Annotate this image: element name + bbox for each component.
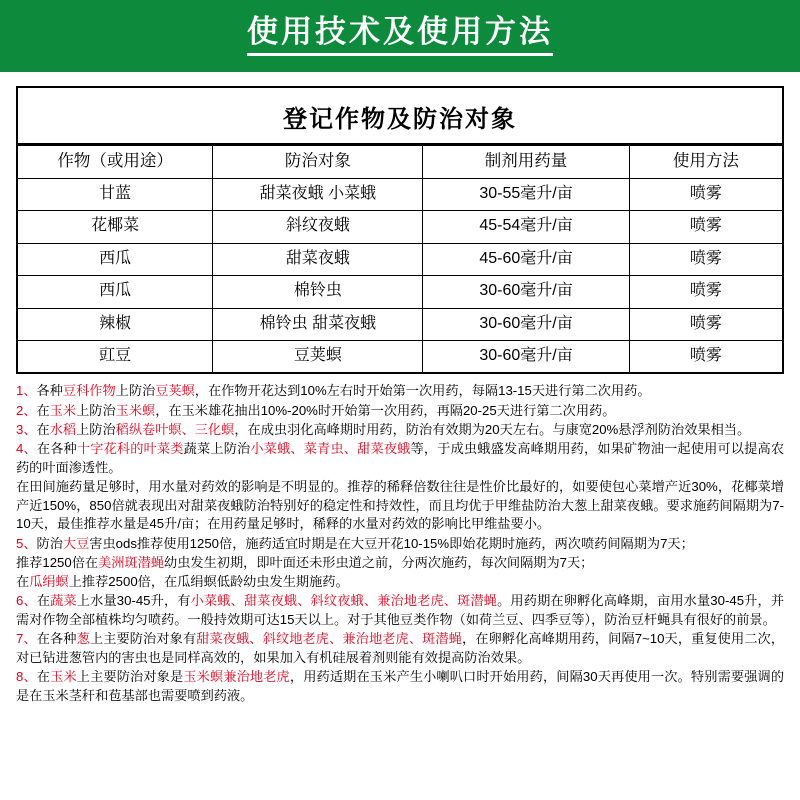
cell-crop: 花椰菜 <box>18 211 213 243</box>
column-header-method: 使用方法 <box>629 146 782 179</box>
note-text: 害虫ods推荐使用1250倍，施药适宜时期是在大豆开花10-15%即始花期时施药，两次喷药间隔期为7天； <box>89 535 694 551</box>
cell-method: 喷雾 <box>629 308 782 340</box>
usage-notes <box>16 382 784 705</box>
note-index: 2、 <box>16 402 37 418</box>
cell-dosage: 30-60毫升/亩 <box>423 308 629 340</box>
note-text: 。用药期在卵孵化高峰期，亩用水量30-45升，并需对作物全部植株均匀喷药。一般持效期可达15天以上。对于其他豆类作物（如荷兰豆、四季豆等），防治豆杆蝇具有很好的前景。 <box>16 593 785 628</box>
usage-note <box>16 592 784 629</box>
note-text: 在 <box>36 402 50 418</box>
note-text: 在 <box>36 421 50 437</box>
note-text: ，在作物开花达到10%左右时开始第一次用药，每隔13-15天进行第二次用药。 <box>194 383 651 399</box>
usage-note <box>16 535 784 554</box>
note-text: 蔬菜上防治 <box>183 441 251 457</box>
note-text: 幼虫发生初期，即叶面还未形虫道之前，分两次施药，每次间隔期为7天； <box>164 554 594 570</box>
note-text: 各种 <box>36 383 63 399</box>
cell-method: 喷雾 <box>629 211 782 243</box>
note-text: ，在成虫羽化高峰期时用药，防治有效期为20天左右。与康宽20%悬浮剂防治效果相当。 <box>234 421 751 437</box>
cell-method: 喷雾 <box>629 243 782 275</box>
note-text: 上防治 <box>76 421 116 437</box>
note-text: 上防治 <box>76 402 116 418</box>
cell-method: 喷雾 <box>629 340 782 372</box>
note-highlight-text: 玉米螟兼治地老虎 <box>183 669 290 685</box>
table-row <box>18 276 782 308</box>
cell-pest: 棉铃虫 <box>213 276 423 308</box>
cell-crop: 西瓜 <box>18 276 213 308</box>
usage-note <box>16 421 784 440</box>
note-text: ，在玉米雄花抽出10%-20%时开始第一次用药，再隔20-25天进行第二次用药。 <box>155 402 616 418</box>
note-text: 在各种 <box>36 441 77 457</box>
note-text: ，用药适期在玉米产生小喇叭口时开始用药，间隔30天再使用一次。特别需要强调的是在玉米茎秆和苞基部也需要喷到药液。 <box>16 669 785 704</box>
note-text: 在 <box>16 574 30 590</box>
note-text: 在 <box>36 593 51 609</box>
note-text: ，在卵孵化高峰期用药，间隔7~10天，重复使用二次，对已钻进葱管内的害虫也是同样高效的，如果加入有机硅展着剂则能有效提高防治效果。 <box>16 631 785 666</box>
note-index: 8、 <box>16 669 37 685</box>
table-row <box>18 178 782 210</box>
note-highlight-text: 大豆 <box>62 535 90 551</box>
table-row <box>18 308 782 340</box>
note-highlight-text: 小菜蛾、菜青虫、甜菜夜蛾 <box>250 441 411 457</box>
note-highlight-text: 小菜蛾、甜菜夜蛾、斜纹夜蛾、兼治地老虎、斑潜蝇 <box>190 593 498 609</box>
note-index: 3、 <box>16 421 37 437</box>
note-highlight-text: 瓜绢螟 <box>29 574 69 590</box>
note-text: 在田间施药量足够时，用水量对药效的影响是不明显的。推荐的稀释倍数往往是性价比最好的，如要使包心菜增产近30%，花椰菜增产近150%，850倍就表现出对甜菜夜蛾防治特别好的稳定性和持效性，而且均优于甲维盐防治大葱上甜菜夜蛾。要求施药间隔期为7-10天，最佳推荐水量是45升/亩；在用药量足够时，稀释的水量对药效的影响比甲维盐要小。 <box>16 478 784 532</box>
column-header-dosage: 制剂用药量 <box>423 146 629 179</box>
note-highlight-text: 美洲斑潜蝇 <box>98 554 165 570</box>
table-body <box>18 178 782 372</box>
registration-table-card <box>16 86 784 374</box>
column-header-crop: 作物（或用途） <box>18 146 213 179</box>
note-highlight-text: 豆荚螟 <box>155 383 195 399</box>
note-index: 5、 <box>16 535 37 551</box>
note-text: 等，于成虫蛾盛发高峰期用药，如果矿物油一起使用可以提高农药的叶面渗透性。 <box>16 441 785 475</box>
cell-dosage: 45-54毫升/亩 <box>423 211 629 243</box>
note-text: 上主要防治对象是 <box>76 669 184 685</box>
cell-pest: 甜菜夜蛾 <box>213 243 423 275</box>
cell-pest: 甜菜夜蛾 小菜蛾 <box>213 178 423 210</box>
note-highlight-text: 玉米 <box>49 402 77 418</box>
note-text: 上防治 <box>115 383 156 399</box>
note-highlight-text: 水稻 <box>49 421 77 437</box>
cell-method: 喷雾 <box>629 178 782 210</box>
note-text: 在 <box>36 669 51 685</box>
note-highlight-text: 十字花科的叶菜类 <box>76 441 184 457</box>
cell-crop: 甘蓝 <box>18 178 213 210</box>
page-title: 使用技术及使用方法 <box>247 16 553 56</box>
note-index: 4、 <box>16 441 37 457</box>
cell-dosage: 45-60毫升/亩 <box>423 243 629 275</box>
table-title: 登记作物及防治对象 <box>18 88 782 145</box>
note-text: 上主要防治对象有 <box>89 631 197 647</box>
note-text: 上推荐2500倍，在瓜绢螟低龄幼虫发生期施药。 <box>68 574 349 590</box>
cell-dosage: 30-55毫升/亩 <box>423 178 629 210</box>
usage-note <box>16 554 784 573</box>
cell-dosage: 30-60毫升/亩 <box>423 340 629 372</box>
note-highlight-text: 豆科作物 <box>62 383 116 399</box>
note-text: 在各种 <box>36 631 77 647</box>
note-index: 7、 <box>16 631 37 647</box>
usage-note <box>16 668 784 705</box>
note-index: 1、 <box>16 383 37 399</box>
cell-pest: 豆荚螟 <box>213 340 423 372</box>
cell-crop: 豇豆 <box>18 340 213 372</box>
cell-crop: 西瓜 <box>18 243 213 275</box>
usage-note <box>16 440 784 477</box>
cell-crop: 辣椒 <box>18 308 213 340</box>
cell-dosage: 30-60毫升/亩 <box>423 276 629 308</box>
note-highlight-text: 玉米 <box>50 669 77 685</box>
note-highlight-text: 葱 <box>76 631 90 647</box>
note-highlight-text: 稻纵卷叶螟、三化螟 <box>115 421 235 437</box>
cell-pest: 斜纹夜蛾 <box>213 211 423 243</box>
note-index: 6、 <box>16 593 37 609</box>
note-highlight-text: 玉米螟 <box>115 402 156 418</box>
usage-note <box>16 573 784 592</box>
column-header-pest: 防治对象 <box>213 146 423 179</box>
note-highlight-text: 蔬菜 <box>50 593 77 609</box>
usage-note <box>16 382 784 401</box>
note-text: 上水量30-45升，有 <box>76 593 191 609</box>
usage-note <box>16 402 784 421</box>
table-row <box>18 340 782 372</box>
registration-table <box>18 145 782 372</box>
cell-pest: 棉铃虫 甜菜夜蛾 <box>213 308 423 340</box>
usage-note <box>16 478 784 534</box>
note-text: 防治 <box>36 535 63 551</box>
note-text: 推荐1250倍在 <box>16 554 99 570</box>
table-header-row <box>18 146 782 179</box>
cell-method: 喷雾 <box>629 276 782 308</box>
table-row <box>18 211 782 243</box>
note-highlight-text: 甜菜夜蛾、斜纹地老虎、兼治地老虎、斑潜蝇 <box>196 631 462 647</box>
table-row <box>18 243 782 275</box>
header-banner <box>0 0 800 72</box>
usage-note <box>16 630 784 667</box>
